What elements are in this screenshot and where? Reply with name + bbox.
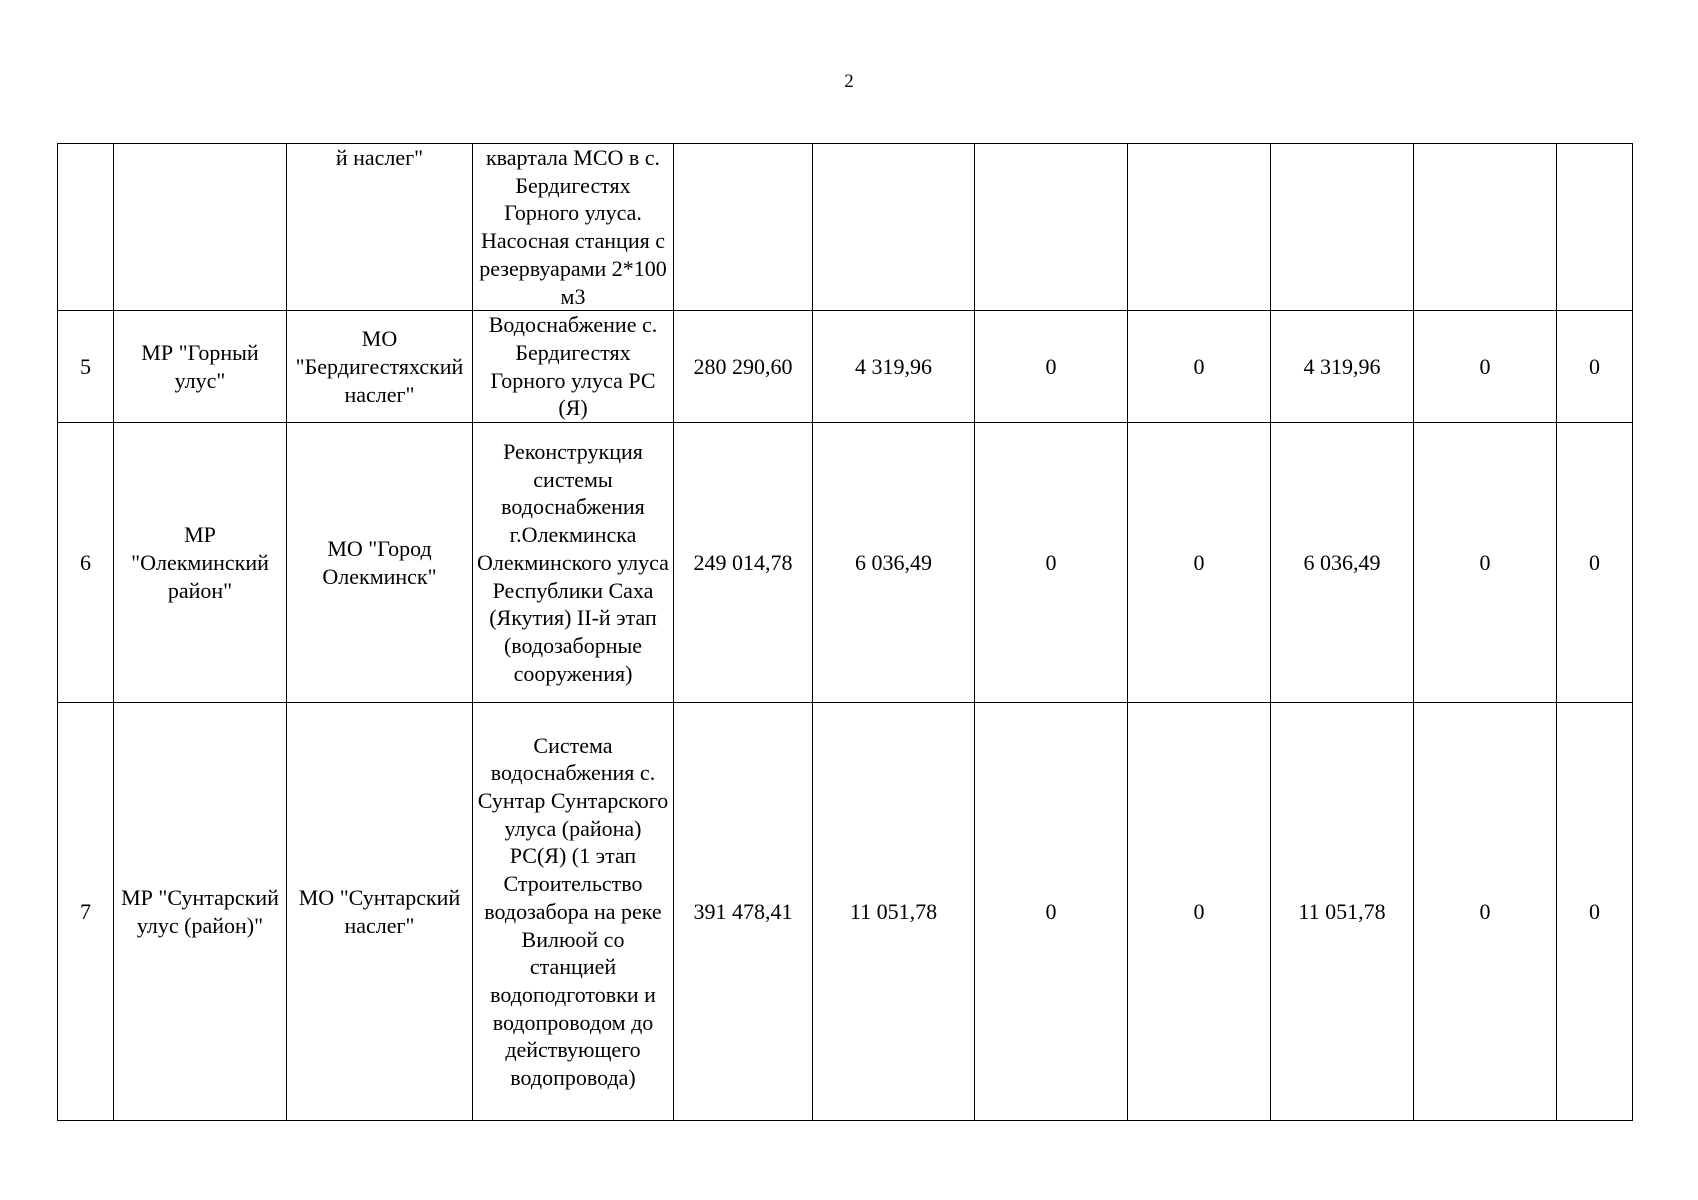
cell-col5: 0	[1557, 703, 1633, 1121]
table-row	[58, 311, 1633, 423]
cell-object: квартала МСО в с. Бердигестях Горного улуса. Насосная станция с резервуарами 2*100 м3	[473, 144, 674, 311]
cell-col2: 0	[1128, 703, 1271, 1121]
funding-table	[57, 143, 1633, 1121]
cell-total	[813, 144, 975, 311]
cell-col2: 0	[1128, 311, 1271, 423]
cell-col3: 4 319,96	[1271, 311, 1414, 423]
cell-col5: 0	[1557, 311, 1633, 423]
cell-cost	[674, 144, 813, 311]
cell-cost: 280 290,60	[674, 311, 813, 423]
cell-settlement: й наслег"	[287, 144, 473, 311]
cell-col1: 0	[975, 703, 1128, 1121]
cell-col1: 0	[975, 423, 1128, 703]
cell-object: Система водоснабжения с. Сунтар Сунтарского улуса (района) РС(Я) (1 этап Строительство водозабора на реке Вилюой со станцией водоподготовки и водопроводом до действующего водопровода)	[473, 703, 674, 1121]
page-number: 2	[844, 71, 854, 92]
cell-col3	[1271, 144, 1414, 311]
cell-col2: 0	[1128, 423, 1271, 703]
cell-col4	[1414, 144, 1557, 311]
cell-cost: 249 014,78	[674, 423, 813, 703]
cell-district: МР "Сунтарский улус (район)"	[114, 703, 287, 1121]
cell-col5	[1557, 144, 1633, 311]
cell-total: 6 036,49	[813, 423, 975, 703]
cell-col1: 0	[975, 311, 1128, 423]
cell-col5: 0	[1557, 423, 1633, 703]
cell-cost: 391 478,41	[674, 703, 813, 1121]
cell-object: Реконструкция системы водоснабжения г.Олекминска Олекминского улуса Республики Саха (Якутия) II-й этап (водозаборные сооружения)	[473, 423, 674, 703]
cell-total: 11 051,78	[813, 703, 975, 1121]
cell-settlement: МО "Сунтарский наслег"	[287, 703, 473, 1121]
cell-col1	[975, 144, 1128, 311]
table-row	[58, 703, 1633, 1121]
cell-number: 6	[58, 423, 114, 703]
cell-object: Водоснабжение с. Бердигестях Горного улуса РС (Я)	[473, 311, 674, 423]
cell-col3: 11 051,78	[1271, 703, 1414, 1121]
cell-number	[58, 144, 114, 311]
cell-total: 4 319,96	[813, 311, 975, 423]
cell-col4: 0	[1414, 703, 1557, 1121]
cell-district: МР "Олекминский район"	[114, 423, 287, 703]
cell-district	[114, 144, 287, 311]
cell-col2	[1128, 144, 1271, 311]
cell-col3: 6 036,49	[1271, 423, 1414, 703]
table-row-continuation	[58, 144, 1633, 311]
cell-number: 5	[58, 311, 114, 423]
cell-number: 7	[58, 703, 114, 1121]
cell-col4: 0	[1414, 423, 1557, 703]
cell-settlement: МО "Город Олекминск"	[287, 423, 473, 703]
cell-settlement: МО "Бердигестяхский наслег"	[287, 311, 473, 423]
table-row	[58, 423, 1633, 703]
cell-district: МР "Горный улус"	[114, 311, 287, 423]
cell-col4: 0	[1414, 311, 1557, 423]
